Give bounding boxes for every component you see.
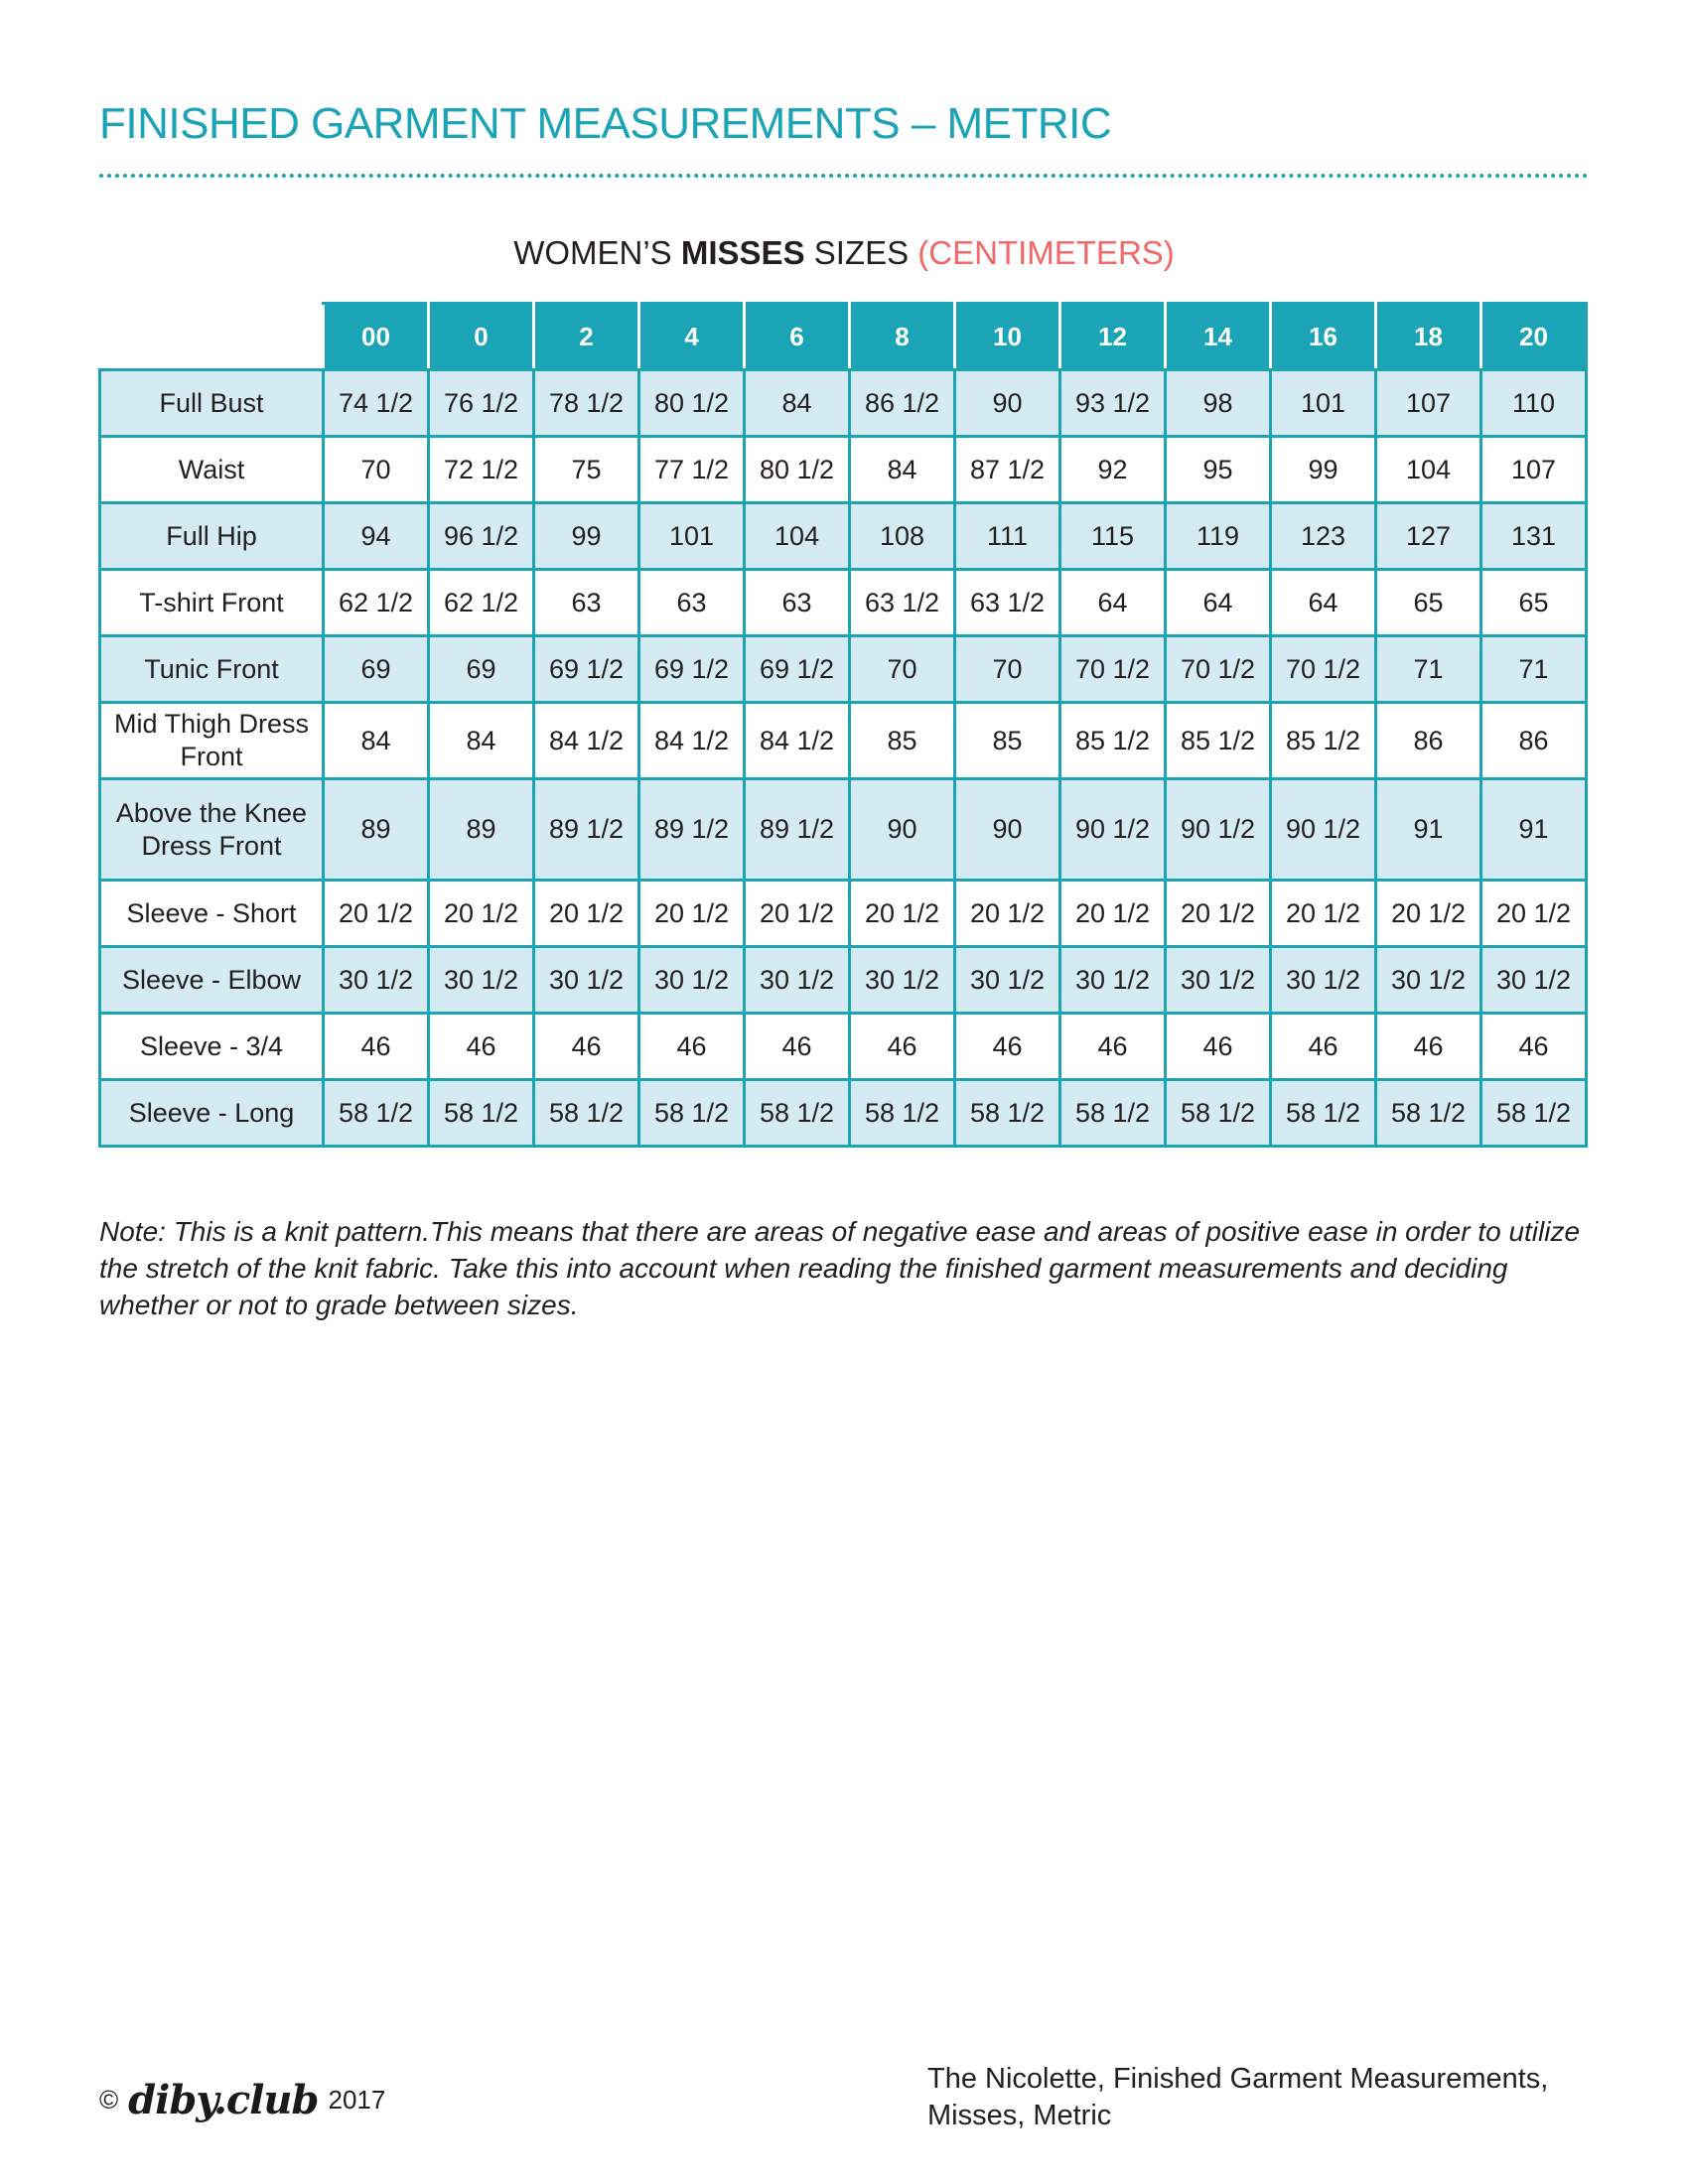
footer-doc-title-line1: The Nicolette, Finished Garment Measurements, [927,2063,1549,2095]
copyright-year: 2017 [328,2085,386,2115]
measurement-cell: 46 [639,1014,745,1080]
size-header: 00 [324,304,429,370]
measurement-cell: 58 1/2 [429,1080,534,1147]
row-label: Waist [100,437,324,503]
table-row [100,881,1587,947]
measurement-cell: 76 1/2 [429,370,534,437]
row-label: Full Hip [100,503,324,570]
brand-logo: diby.club [128,2077,319,2123]
size-header: 16 [1271,304,1376,370]
measurement-cell: 46 [850,1014,955,1080]
size-header: 4 [639,304,745,370]
measurement-cell: 111 [955,503,1060,570]
measurement-cell: 71 [1481,636,1587,703]
measurement-cell: 58 1/2 [745,1080,850,1147]
table-row [100,1014,1587,1080]
size-header: 20 [1481,304,1587,370]
measurement-cell: 30 1/2 [1166,947,1271,1014]
measurement-cell: 77 1/2 [639,437,745,503]
measurement-cell: 20 1/2 [955,881,1060,947]
measurement-cell: 20 1/2 [1166,881,1271,947]
measurement-cell: 69 1/2 [534,636,639,703]
measurement-cell: 95 [1166,437,1271,503]
measurement-cell: 89 [324,779,429,881]
measurement-cell: 84 [324,703,429,779]
measurement-cell: 98 [1166,370,1271,437]
measurement-cell: 20 1/2 [850,881,955,947]
measurement-cell: 80 1/2 [639,370,745,437]
table-heading-units: (CENTIMETERS) [917,234,1175,271]
measurement-cell: 119 [1166,503,1271,570]
measurement-cell: 58 1/2 [1376,1080,1481,1147]
title-dotted-rule [99,174,1589,178]
measurement-cell: 69 1/2 [745,636,850,703]
measurement-cell: 46 [1060,1014,1166,1080]
measurements-table [98,302,1588,1148]
measurement-cell: 58 1/2 [1481,1080,1587,1147]
measurement-cell: 58 1/2 [1060,1080,1166,1147]
measurement-cell: 30 1/2 [639,947,745,1014]
measurement-cell: 65 [1376,570,1481,636]
measurement-cell: 85 [850,703,955,779]
measurement-cell: 86 [1481,703,1587,779]
measurement-cell: 70 1/2 [1271,636,1376,703]
measurement-cell: 84 [429,703,534,779]
measurement-cell: 46 [1166,1014,1271,1080]
measurement-cell: 110 [1481,370,1587,437]
measurement-cell: 84 1/2 [639,703,745,779]
size-header: 0 [429,304,534,370]
measurement-cell: 85 1/2 [1166,703,1271,779]
measurement-cell: 30 1/2 [1271,947,1376,1014]
measurement-cell: 101 [639,503,745,570]
measurement-cell: 20 1/2 [324,881,429,947]
measurement-cell: 30 1/2 [745,947,850,1014]
table-row [100,636,1587,703]
measurement-cell: 104 [1376,437,1481,503]
measurement-cell: 63 [534,570,639,636]
measurement-cell: 30 1/2 [1481,947,1587,1014]
measurement-cell: 58 1/2 [324,1080,429,1147]
size-header-row [100,304,1587,370]
measurement-cell: 99 [1271,437,1376,503]
table-row [100,779,1587,881]
measurement-cell: 62 1/2 [324,570,429,636]
measurement-cell: 70 1/2 [1166,636,1271,703]
measurement-cell: 58 1/2 [639,1080,745,1147]
measurement-cell: 131 [1481,503,1587,570]
measurement-cell: 30 1/2 [429,947,534,1014]
measurement-cell: 58 1/2 [850,1080,955,1147]
measurement-cell: 46 [955,1014,1060,1080]
footer-copyright [99,2077,385,2123]
measurement-cell: 84 [745,370,850,437]
measurement-cell: 85 [955,703,1060,779]
measurement-cell: 69 [324,636,429,703]
measurement-cell: 101 [1271,370,1376,437]
measurements-table-body [100,370,1587,1147]
measurement-cell: 71 [1376,636,1481,703]
measurement-cell: 78 1/2 [534,370,639,437]
measurement-cell: 69 1/2 [639,636,745,703]
table-row [100,947,1587,1014]
measurement-cell: 96 1/2 [429,503,534,570]
size-header: 18 [1376,304,1481,370]
table-heading-strong: MISSES [680,234,805,271]
measurement-cell: 99 [534,503,639,570]
measurement-cell: 70 [955,636,1060,703]
table-row [100,437,1587,503]
measurement-cell: 58 1/2 [1271,1080,1376,1147]
table-row [100,1080,1587,1147]
measurement-cell: 93 1/2 [1060,370,1166,437]
measurement-cell: 107 [1376,370,1481,437]
measurement-cell: 30 1/2 [324,947,429,1014]
measurement-cell: 46 [745,1014,850,1080]
measurement-cell: 20 1/2 [1376,881,1481,947]
page-title: FINISHED GARMENT MEASUREMENTS – METRIC [99,99,1112,148]
measurement-cell: 89 [429,779,534,881]
measurement-cell: 46 [534,1014,639,1080]
footer-doc-title-line2: Misses, Metric [927,2100,1112,2131]
size-header: 8 [850,304,955,370]
measurement-cell: 64 [1060,570,1166,636]
measurement-cell: 64 [1271,570,1376,636]
measurement-cell: 123 [1271,503,1376,570]
measurement-cell: 30 1/2 [1060,947,1166,1014]
measurement-cell: 86 1/2 [850,370,955,437]
measurement-cell: 20 1/2 [1481,881,1587,947]
measurement-cell: 74 1/2 [324,370,429,437]
measurement-cell: 20 1/2 [429,881,534,947]
measurement-cell: 94 [324,503,429,570]
measurement-cell: 127 [1376,503,1481,570]
row-label: Sleeve - 3/4 [100,1014,324,1080]
measurement-cell: 69 [429,636,534,703]
measurement-cell: 90 1/2 [1166,779,1271,881]
measurement-cell: 46 [324,1014,429,1080]
measurement-cell: 62 1/2 [429,570,534,636]
measurement-cell: 90 1/2 [1060,779,1166,881]
measurement-cell: 107 [1481,437,1587,503]
table-row [100,370,1587,437]
row-label: Full Bust [100,370,324,437]
measurement-cell: 63 [639,570,745,636]
row-label: Tunic Front [100,636,324,703]
measurement-cell: 63 [745,570,850,636]
measurement-cell: 89 1/2 [639,779,745,881]
size-header: 12 [1060,304,1166,370]
measurement-cell: 30 1/2 [850,947,955,1014]
measurement-cell: 70 [850,636,955,703]
measurement-cell: 87 1/2 [955,437,1060,503]
measurement-cell: 58 1/2 [1166,1080,1271,1147]
table-row [100,570,1587,636]
measurement-cell: 30 1/2 [955,947,1060,1014]
row-label: T-shirt Front [100,570,324,636]
measurement-cell: 80 1/2 [745,437,850,503]
measurement-cell: 92 [1060,437,1166,503]
measurement-cell: 84 [850,437,955,503]
measurement-cell: 75 [534,437,639,503]
measurement-cell: 104 [745,503,850,570]
measurement-cell: 91 [1376,779,1481,881]
measurement-cell: 91 [1481,779,1587,881]
measurement-cell: 46 [1271,1014,1376,1080]
measurement-cell: 58 1/2 [955,1080,1060,1147]
copyright-icon: © [99,2085,119,2115]
row-label: Sleeve - Elbow [100,947,324,1014]
measurement-cell: 20 1/2 [745,881,850,947]
measurement-cell: 72 1/2 [429,437,534,503]
measurement-cell: 30 1/2 [534,947,639,1014]
measurement-cell: 86 [1376,703,1481,779]
measurement-cell: 84 1/2 [534,703,639,779]
measurement-cell: 89 1/2 [745,779,850,881]
measurement-cell: 46 [1481,1014,1587,1080]
measurement-cell: 65 [1481,570,1587,636]
table-heading-middle: SIZES [804,234,918,271]
size-header: 14 [1166,304,1271,370]
measurement-cell: 20 1/2 [534,881,639,947]
measurement-cell: 90 [955,779,1060,881]
measurement-cell: 85 1/2 [1060,703,1166,779]
measurement-cell: 46 [1376,1014,1481,1080]
measurement-cell: 63 1/2 [955,570,1060,636]
measurement-cell: 90 [850,779,955,881]
measurement-cell: 70 [324,437,429,503]
size-header: 10 [955,304,1060,370]
measurement-cell: 20 1/2 [1060,881,1166,947]
measurement-cell: 46 [429,1014,534,1080]
knit-pattern-note: Note: This is a knit pattern.This means that there are areas of negative ease and areas of positive ease in order to utilize the stretch of the knit fabric. Take this into account when reading the finished garment measurements and deciding whether or not to grade between sizes. [99,1216,1581,1320]
measurement-cell: 89 1/2 [534,779,639,881]
measurement-cell: 20 1/2 [639,881,745,947]
measurement-cell: 90 1/2 [1271,779,1376,881]
measurement-cell: 58 1/2 [534,1080,639,1147]
row-label: Sleeve - Long [100,1080,324,1147]
measurement-cell: 108 [850,503,955,570]
measurement-cell: 30 1/2 [1376,947,1481,1014]
table-row [100,703,1587,779]
measurement-cell: 84 1/2 [745,703,850,779]
table-row [100,503,1587,570]
row-label: Sleeve - Short [100,881,324,947]
row-label: Above the Knee Dress Front [100,779,324,881]
table-heading-prefix: WOMEN’S [513,234,681,271]
size-header: 2 [534,304,639,370]
measurement-cell: 90 [955,370,1060,437]
measurement-cell: 63 1/2 [850,570,955,636]
header-corner-blank [100,304,324,370]
table-heading [0,234,1688,272]
measurement-cell: 115 [1060,503,1166,570]
measurement-cell: 64 [1166,570,1271,636]
measurement-cell: 85 1/2 [1271,703,1376,779]
footer-document-info [927,2061,1603,2134]
size-header: 6 [745,304,850,370]
measurement-cell: 70 1/2 [1060,636,1166,703]
measurement-cell: 20 1/2 [1271,881,1376,947]
row-label: Mid Thigh Dress Front [100,703,324,779]
